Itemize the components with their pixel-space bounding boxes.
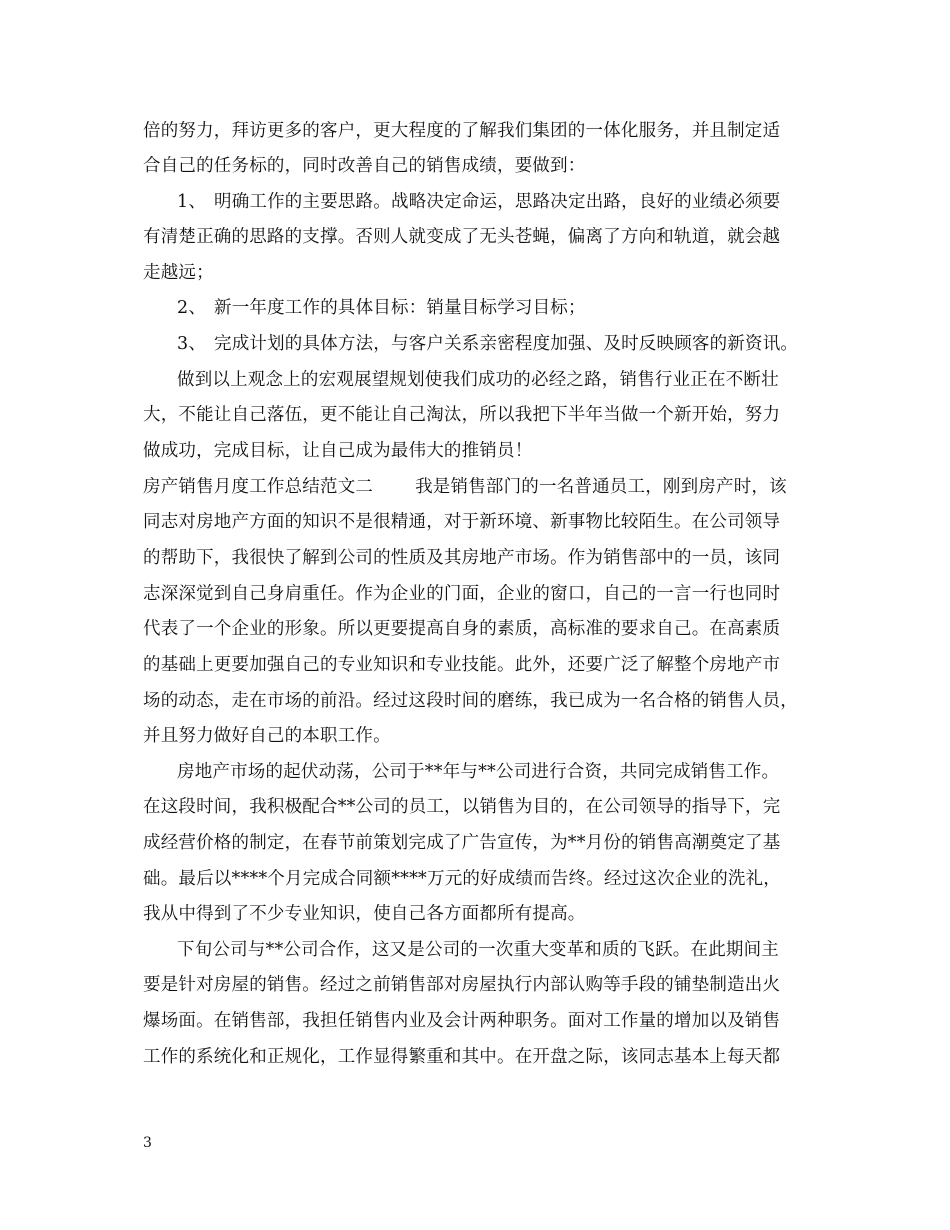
paragraph-line: 在这段时间，我积极配合**公司的员工，以销售为目的，在公司领导的指导下，完 bbox=[143, 797, 781, 817]
paragraph-line: 做到以上观念上的宏观展望规划使我们成功的必经之路，销售行业正在不断壮 bbox=[177, 370, 779, 390]
list-item-3 bbox=[177, 329, 823, 359]
section-heading-line bbox=[143, 472, 823, 502]
paragraph-line: 志深深觉到自己身肩重任。作为企业的门面，企业的窗口，自己的一言一行也同时 bbox=[143, 584, 781, 604]
paragraph-line: 走越远； bbox=[143, 263, 214, 283]
list-number: 2、 bbox=[177, 298, 207, 318]
paragraph-line: 倍的努力，拜访更多的客户，更大程度的了解我们集团的一体化服务，并且制定适 bbox=[143, 121, 781, 141]
paragraph-text: 我是销售部门的一名普通员工，刚到房产时，该 bbox=[415, 477, 787, 497]
list-text: 新一年度工作的具体目标：销量目标学习目标； bbox=[214, 298, 586, 318]
paragraph-line: 爆场面。在销售部，我担任销售内业及会计两种职务。面对工作量的增加以及销售 bbox=[143, 1011, 781, 1031]
paragraph-line: 我从中得到了不少专业知识，使自己各方面都所有提高。 bbox=[143, 904, 586, 924]
paragraph-line: 合自己的任务标的，同时改善自己的销售成绩，要做到： bbox=[143, 156, 586, 176]
paragraph-line: 工作的系统化和正规化，工作显得繁重和其中。在开盘之际，该同志基本上每天都 bbox=[143, 1047, 781, 1067]
paragraph-line: 大，不能让自己落伍，更不能让自己淘汰，所以我把下半年当做一个新开始，努力 bbox=[143, 405, 781, 425]
list-text: 明确工作的主要思路。战略决定命运，思路决定出路，良好的业绩必须要 bbox=[214, 192, 781, 212]
paragraph-line: 成经营价格的制定，在春节前策划完成了广告宣传，为**月份的销售高潮奠定了基 bbox=[143, 833, 781, 853]
list-text: 完成计划的具体方法，与客户关系亲密程度加强、及时反映顾客的新资讯。 bbox=[214, 334, 799, 354]
paragraph-line: 同志对房地产方面的知识不是很精通，对于新环境、新事物比较陌生。在公司领导 bbox=[143, 512, 781, 532]
paragraph-line: 的基础上更要加强自己的专业知识和专业技能。此外，还要广泛了解整个房地产市 bbox=[143, 655, 781, 675]
paragraph-line: 要是针对房屋的销售。经过之前销售部对房屋执行内部认购等手段的铺垫制造出火 bbox=[143, 975, 781, 995]
paragraph-line: 代表了一个企业的形象。所以更要提高自身的素质，高标准的要求自己。在高素质 bbox=[143, 619, 781, 639]
page-number: 3 bbox=[143, 1135, 152, 1151]
paragraph-line: 有清楚正确的思路的支撑。否则人就变成了无头苍蝇，偏离了方向和轨道，就会越 bbox=[143, 227, 781, 247]
paragraph-line: 做成功，完成目标，让自己成为最伟大的推销员！ bbox=[143, 441, 533, 461]
paragraph-line bbox=[143, 1077, 823, 1107]
section-heading: 房产销售月度工作总结范文二 bbox=[143, 477, 374, 497]
list-number: 3、 bbox=[177, 334, 207, 354]
paragraph-line: 并且努力做好自己的本职工作。 bbox=[143, 726, 391, 746]
paragraph-line: 下旬公司与**公司合作，这又是公司的一次重大变革和质的飞跃。在此期间主 bbox=[177, 940, 779, 960]
paragraph-line: 房地产市场的起伏动荡，公司于**年与**公司进行合资，共同完成销售工作。 bbox=[177, 762, 780, 782]
list-item-2 bbox=[177, 293, 823, 323]
paragraph-line: 场的动态，走在市场的前沿。经过这段时间的磨练，我已成为一名合格的销售人员， bbox=[143, 691, 798, 711]
paragraph-line: 础。最后以****个月完成合同额****万元的好成绩而告终。经过这次企业的洗礼， bbox=[143, 869, 781, 889]
list-number: 1、 bbox=[177, 192, 207, 212]
paragraph-line: 的帮助下，我很快了解到公司的性质及其房地产市场。作为销售部中的一员，该同 bbox=[143, 548, 781, 568]
list-item-1 bbox=[177, 187, 823, 217]
